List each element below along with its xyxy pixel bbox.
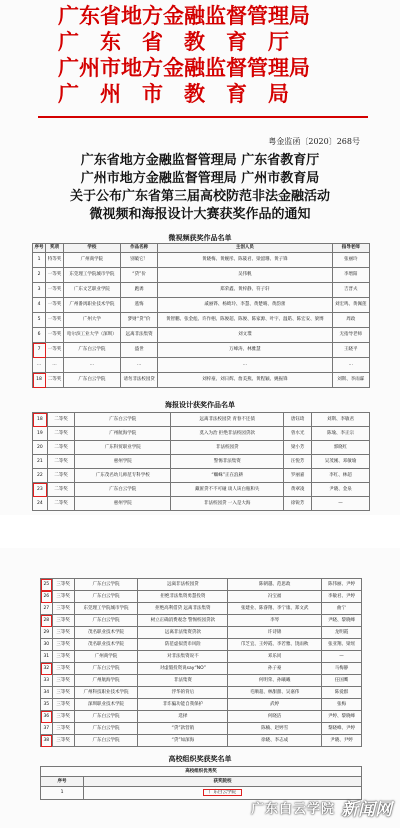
cell-school: 广东白云学院 (74, 663, 138, 675)
cell-advisor: 陈伟丽、尹婷 (322, 579, 362, 591)
cell-work: 树立正确消费观念 警惕校园贷款 (138, 615, 228, 627)
video-award-table (32, 243, 370, 388)
cell-work: 盛世 (120, 343, 157, 358)
document-page-2 (0, 548, 400, 828)
cell-award: 二等奖 (47, 413, 75, 427)
cell-work: 远离非法集资贷款 (138, 627, 228, 639)
cell-advisor: — (312, 497, 370, 511)
cell-advisor: 尹晓、金泉 (312, 483, 370, 497)
cell-advisor: 曲宁 (322, 603, 362, 615)
watermark-brand: 广东白云学院 (250, 802, 335, 817)
table-row (33, 427, 370, 441)
cell-creators: 毛顺超、林甜甜、吴嘉伟 (228, 687, 322, 699)
cell-creators: 刘文璟 (158, 328, 332, 343)
cell-work: 对虚假投资说say“NO” (138, 663, 228, 675)
cell-award: 三等奖 (52, 579, 74, 591)
cell-work: … (120, 358, 157, 373)
cell-school: 广东文艺职业学院 (63, 283, 120, 298)
watermark (251, 795, 392, 820)
cell-work: 远离非法校园贷 (138, 579, 228, 591)
cell-creators: 吴伟帆 (158, 268, 332, 283)
cell-award: 二等奖 (47, 469, 75, 483)
cell-award: 一等奖 (46, 343, 64, 358)
cell-school: 东莞理工学院城市学院 (74, 603, 138, 615)
cell-index: 5 (33, 313, 46, 328)
cell-award: 特等奖 (46, 253, 64, 268)
cell-index: 31 (41, 651, 53, 663)
cell-index: 24 (33, 497, 48, 511)
cell-advisor: 张丽玲 (332, 253, 369, 268)
cell-advisor: 刘宏鸣、黄佩莲 (332, 298, 369, 313)
table-row (33, 283, 370, 298)
cell-award: 二等奖 (47, 441, 75, 455)
cell-creators: … (158, 358, 332, 373)
cell-school: 广州航海学院 (75, 427, 171, 441)
table-row (41, 627, 362, 639)
table-row (41, 651, 362, 663)
table-row (33, 373, 370, 388)
header-cell-award: 奖项 (46, 244, 64, 253)
cell-advisor: 黎晓峰、尹婷 (322, 723, 362, 735)
cell-advisor: — (322, 651, 362, 663)
cell-creators: 黄智鹏、张金彪、许作栩、陈俊超、陈俊、陈家源、叶宇、温皓、陈宏安、梁博 (158, 313, 332, 328)
cell-work: 远离非法集资 (120, 328, 157, 343)
table-row (41, 699, 362, 711)
cell-school: 广东白云学院 (74, 579, 138, 591)
cell-work: “贷”款营销 (138, 723, 228, 735)
cell-index: 34 (41, 687, 53, 699)
cell-index: 35 (41, 699, 53, 711)
cell-work: 警惕非法集资 (171, 455, 284, 469)
table-row (41, 663, 362, 675)
cell-index: 30 (41, 639, 53, 651)
table-row (33, 313, 370, 328)
org-header-school: 获奖院校 (84, 777, 362, 787)
header-cell-creators: 主创人员 (158, 244, 332, 253)
table-row (41, 579, 362, 591)
cell-index: 27 (41, 603, 53, 615)
cell-advisor: 李增阳 (332, 268, 369, 283)
cell-index: 23 (33, 483, 48, 497)
cell-school: 广州大学 (63, 313, 120, 328)
org-header-index: 序号 (41, 777, 84, 787)
cell-award: 三等奖 (52, 591, 74, 603)
cell-creators: 何晓洁 (228, 711, 322, 723)
cell-school: 广东白云学院 (75, 483, 171, 497)
cell-index: 20 (33, 441, 48, 455)
cell-index: 22 (33, 469, 48, 483)
cell-index: 38 (41, 735, 53, 747)
cell-creators: 徐晓、李志成 (228, 735, 322, 747)
cell-advisor: 吴茂刚、邓敏瑜 (312, 455, 370, 469)
cell-school: 广州商学院 (74, 651, 138, 663)
table-row (41, 687, 362, 699)
cell-school: 广东白云学院 (74, 735, 138, 747)
cell-creators: 徐锐芳 (284, 497, 312, 511)
cell-award: 三等奖 (52, 675, 74, 687)
cell-award: 二等奖 (46, 373, 64, 388)
cell-work: 非法集资 (138, 675, 228, 687)
header-cell-work: 作品名称 (120, 244, 157, 253)
cell-work: 远离非法校园贷 青春不还债 (171, 413, 284, 427)
cell-creators: 曾水光 (284, 427, 312, 441)
cell-work: 莫入为治 拒绝非法校园贷款 (171, 427, 284, 441)
cell-index: 7 (33, 343, 46, 358)
table-row (41, 735, 362, 747)
cell-school: 茂名职业技术学院 (74, 639, 138, 651)
table-row (33, 455, 370, 469)
cell-advisor: 龙明霞 (322, 627, 362, 639)
cell-work: 浮华的背后 (138, 687, 228, 699)
cell-advisor: 吉晋夫 (332, 283, 369, 298)
cell-advisor: 周政 (332, 313, 369, 328)
table-row (41, 723, 362, 735)
cell-creators: 冯宝福 (228, 591, 322, 603)
cell-award: 三等奖 (52, 711, 74, 723)
cell-advisor: … (332, 358, 369, 373)
cell-award: … (46, 358, 64, 373)
cell-index: 36 (41, 711, 53, 723)
cell-creators: 万峰涛、林雅慧 (158, 343, 332, 358)
cell-index: 18 (33, 373, 46, 388)
cell-advisor: 郭晓红 (312, 441, 370, 455)
cell-school: 广东白云学院 (74, 615, 138, 627)
org-row-index: 1 (41, 787, 84, 800)
cell-award: 一等奖 (46, 313, 64, 328)
poster-table-title: 海报设计获奖作品名单 (165, 401, 235, 409)
cell-school: 广州航海学院 (74, 675, 138, 687)
cell-index: 29 (41, 627, 53, 639)
org-row-school: 广东白云学院 (203, 789, 242, 796)
cell-school: 广东白云学院 (74, 711, 138, 723)
cell-school: 深圳职业技术学院 (74, 699, 138, 711)
header-line-1: 广东省地方金融监督管理局 (58, 3, 310, 28)
cell-creators: 梁小芳 (284, 441, 312, 455)
header-line-3: 广州市地方金融监督管理局 (58, 55, 310, 80)
cell-award: 二等奖 (47, 497, 75, 511)
cell-advisor: 尹婷、黎晓峰 (322, 711, 362, 723)
table-row (41, 591, 362, 603)
table-row (33, 328, 370, 343)
cell-work: 藏匿贷不不可碰 谈人该白瓶和失 (171, 483, 284, 497)
cell-school: 哈尔滨工业大学（深圳） (63, 328, 120, 343)
cell-index: 32 (41, 663, 53, 675)
cell-creators: 张建业、陈睿翔、李宁康、郑文武 (228, 603, 322, 615)
table-row (41, 603, 362, 615)
header-cell-advisor: 指导老师 (332, 244, 369, 253)
cell-advisor: 陈爱群 (322, 687, 362, 699)
cell-creators: 汪悦芳 (284, 455, 312, 469)
cell-creators: 陈楠、赵婷雪 (228, 723, 322, 735)
table-row (33, 343, 370, 358)
cell-school: 广东白云学院 (63, 373, 120, 388)
poster-award-table (32, 412, 370, 511)
cell-school: 广州商学院 (63, 253, 120, 268)
table-row (41, 639, 362, 651)
poster-award-table-continued (40, 578, 362, 747)
cell-advisor: 任国鹰 (322, 675, 362, 687)
table-row (41, 675, 362, 687)
cell-work: “贷”价 (120, 268, 157, 283)
cell-work: 非诈骗功能自我保护 (138, 699, 228, 711)
cell-creators: 何明荣、孙曦曦 (228, 675, 322, 687)
table-row (33, 441, 370, 455)
cell-work: 选择 (138, 711, 228, 723)
table-row (33, 268, 370, 283)
cell-award: 二等奖 (47, 483, 75, 497)
cell-school: 惠州学院 (75, 455, 171, 469)
org-table-title: 高校组织奖获奖名单 (168, 755, 232, 763)
cell-work: “蜘蛛”正在浪耕 (171, 469, 284, 483)
cell-index: 21 (33, 455, 48, 469)
cell-creators: 武婷 (228, 699, 322, 711)
cell-index: 19 (33, 427, 48, 441)
cell-work: 对非法集资说不 (138, 651, 228, 663)
cell-school: 广州番禺职业技术学院 (63, 298, 120, 313)
cell-school: 惠州学院 (75, 497, 171, 511)
title-line-3: 关于公布广东省第三届高校防范非法金融活动 (69, 189, 330, 204)
cell-advisor: 刘斯、李雨霖 (332, 373, 369, 388)
cell-advisor: 尹晓、尹婷 (322, 735, 362, 747)
cell-creators: 戚丽铧、杨绮玲、李慧、黄楚晴、黄韵蕾 (158, 298, 332, 313)
table-row (33, 413, 370, 427)
cell-award: 三等奖 (52, 663, 74, 675)
cell-award: 三等奖 (52, 735, 74, 747)
cell-award: 一等奖 (46, 283, 64, 298)
org-subtitle: 高校组织优秀奖 (41, 767, 362, 777)
cell-award: 一等奖 (46, 298, 64, 313)
cell-work: 跑诱 (120, 283, 157, 298)
cell-work: 别破它！ (120, 253, 157, 268)
cell-index: … (33, 358, 46, 373)
cell-advisor: 张亚翔、梁瑶 (322, 639, 362, 651)
cell-index: 3 (33, 283, 46, 298)
cell-advisor: 刘斯、李敏君 (312, 413, 370, 427)
cell-school: 广州科技职业技术学院 (74, 687, 138, 699)
cell-creators: 郑荣鑫、黄梓静、符子轩 (158, 283, 332, 298)
cell-school: … (63, 358, 120, 373)
cell-work: 非法校园贷 (171, 441, 284, 455)
cell-award: 三等奖 (52, 651, 74, 663)
cell-creators: 邝芝宜、王婷霞、李若雅、饶雨秋 (228, 639, 322, 651)
cell-creators: 黄晓梅、黄婉彤、陈筱君、梁韶珊、黄子锋 (158, 253, 332, 268)
cell-creators: 罗丽嘉 (284, 469, 312, 483)
cell-creators: 刘梓豪、刘日辉、詹美燕、黄程颖、姚振锋 (158, 373, 332, 388)
cell-advisor: 陈瑜、李正宗 (312, 427, 370, 441)
header-line-4: 广 州 市 教 育 局 (58, 81, 289, 106)
cell-school: 广东白云学院 (74, 591, 138, 603)
cell-award: 二等奖 (47, 455, 75, 469)
cell-advisor: 无指导老师 (332, 328, 369, 343)
cell-index: 18 (33, 413, 48, 427)
cell-award: 一等奖 (46, 328, 64, 343)
table-row (41, 615, 362, 627)
title-line-2: 广州市地方金融监督管理局 广州市教育局 (80, 171, 320, 186)
cell-school: 广东白云学院 (75, 413, 171, 427)
table-row (33, 253, 370, 268)
cell-award: 三等奖 (52, 627, 74, 639)
title-line-1: 广东省地方金融监督管理局 广东省教育厅 (80, 153, 320, 168)
table-row (33, 469, 370, 483)
cell-school: 东莞理工学院城市学院 (63, 268, 120, 283)
cell-index: 4 (33, 298, 46, 313)
cell-creators: 黄翠凌 (284, 483, 312, 497)
cell-work: 请勿非法校园贷 (120, 373, 157, 388)
cell-school: 茂名职业技术学院 (74, 627, 138, 639)
cell-advisor: 马梅静 (322, 663, 362, 675)
cell-advisor: 尹晓、黎晓峰 (322, 615, 362, 627)
cell-school: 广东科贸职业学院 (75, 441, 171, 455)
cell-advisor: 李敏君、尹婷 (322, 591, 362, 603)
cell-award: 三等奖 (52, 687, 74, 699)
video-table-title: 微视频获奖作品名单 (168, 234, 232, 242)
title-line-4: 微视频和海报设计大赛获奖作品的通知 (89, 207, 311, 222)
table-row (41, 711, 362, 723)
cell-index: 2 (33, 268, 46, 283)
cell-creators: 许诗锦 (228, 627, 322, 639)
watermark-site: 新闻网 (341, 800, 392, 820)
document-number: 粤金监函〔2020〕268号 (268, 137, 360, 146)
header-cell-school: 学校 (63, 244, 120, 253)
cell-work: 非法校园贷 一入是大海 (171, 497, 284, 511)
cell-award: 三等奖 (52, 615, 74, 627)
cell-award: 三等奖 (52, 699, 74, 711)
table-row (33, 497, 370, 511)
cell-work: 拒绝高利借贷 远离非法集资 (138, 603, 228, 615)
cell-advisor: 李红、林超 (312, 469, 370, 483)
cell-award: 二等奖 (47, 427, 75, 441)
cell-award: 一等奖 (46, 268, 64, 283)
cell-creators: 孙子豪 (228, 663, 322, 675)
cell-creators: 李琴 (228, 615, 322, 627)
cell-work: 防范虚拟货币风险 (138, 639, 228, 651)
cell-creators: 陈朝越、范思政 (228, 579, 322, 591)
cell-award: 三等奖 (52, 639, 74, 651)
cell-index: 26 (41, 591, 53, 603)
cell-award: 三等奖 (52, 603, 74, 615)
cell-award: 三等奖 (52, 723, 74, 735)
cell-creators: 唐钰琦 (284, 413, 312, 427)
header-line-2: 广 东 省 教 育 厅 (58, 29, 289, 54)
table-row (33, 298, 370, 313)
cell-work: 拒绝非法集资勇慧投资 (138, 591, 228, 603)
cell-index: 28 (41, 615, 53, 627)
cell-index: 25 (41, 579, 53, 591)
cell-advisor: 张梅 (322, 699, 362, 711)
page-gap (0, 515, 400, 548)
header-cell-index: 序号 (33, 244, 46, 253)
cell-index: 6 (33, 328, 46, 343)
cell-school: 广东白云学院 (63, 343, 120, 358)
table-row (33, 483, 370, 497)
cell-advisor: 王晓平 (332, 343, 369, 358)
cell-creators: 邓乐同 (228, 651, 322, 663)
cell-index: 1 (33, 253, 46, 268)
cell-index: 37 (41, 723, 53, 735)
cell-index: 33 (41, 675, 53, 687)
table-row (33, 358, 370, 373)
cell-work: 逃悔 (120, 298, 157, 313)
header-divider (38, 116, 368, 118)
cell-work: “贷”如深海 (138, 735, 228, 747)
cell-work: 梦财“贷”价 (120, 313, 157, 328)
cell-school: 广东茂名幼儿师范专科学校 (75, 469, 171, 483)
cell-school: 广东白云学院 (74, 723, 138, 735)
